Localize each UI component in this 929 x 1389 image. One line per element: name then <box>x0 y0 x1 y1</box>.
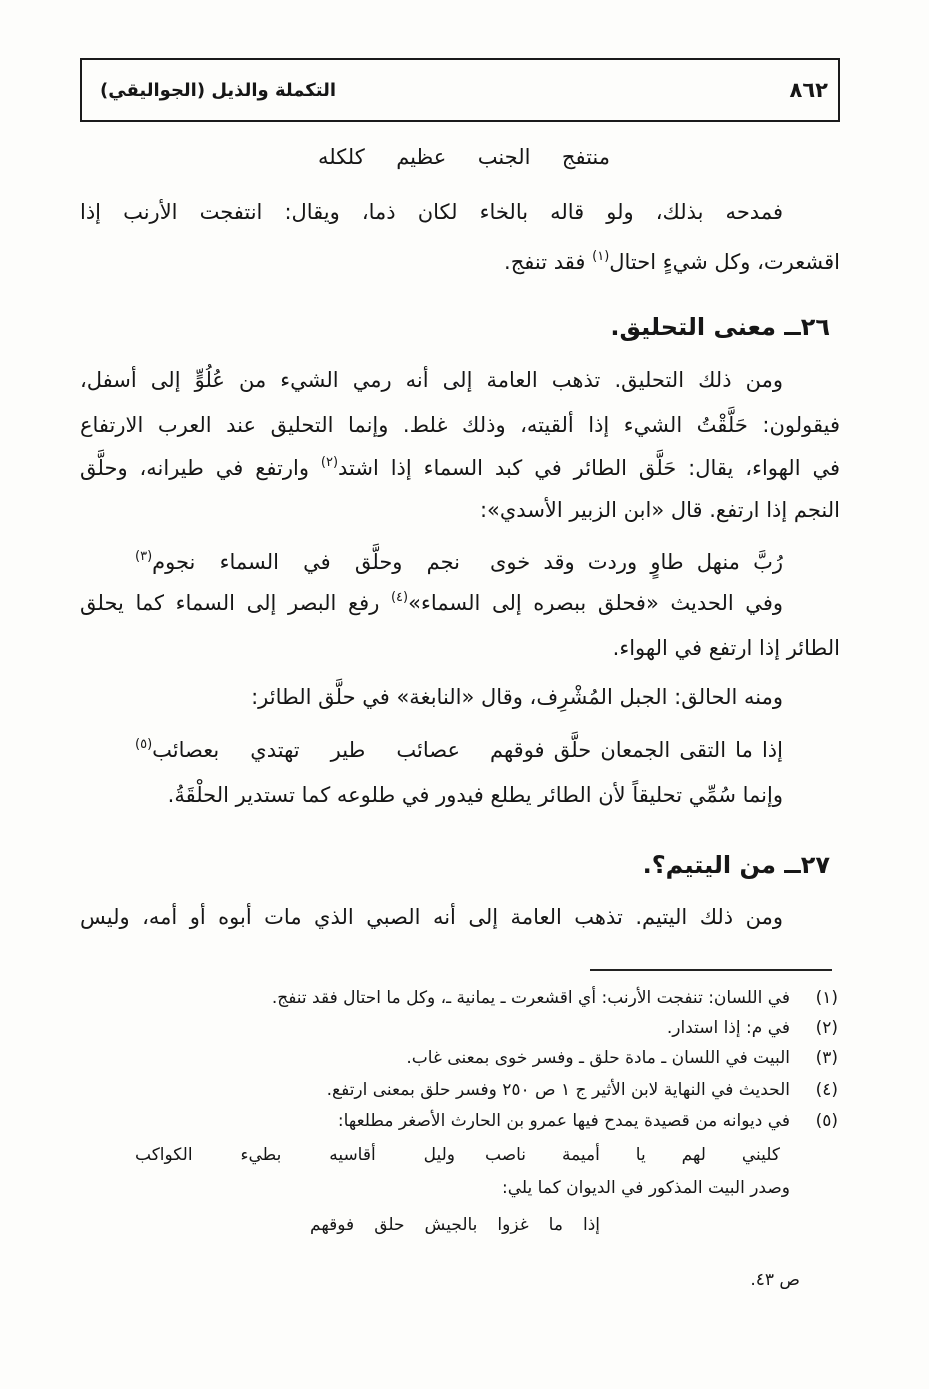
running-header <box>80 58 840 122</box>
quoted-hemistich: منتفج الجنب عظيم كلكله <box>318 145 610 169</box>
footnote-page-reference <box>80 1265 840 1295</box>
hemistich-first: كليني لهم يا أميمة ناصب <box>485 1145 780 1165</box>
footnote-text: البيت في اللسان ـ مادة حلق ـ وفسر خوى بمعنى غاب. <box>406 1048 790 1068</box>
body-text: اقشعرت، وكل شيءٍ احتال <box>609 250 840 274</box>
body-line: النجم إذا ارتفع. قال «ابن الزبير الأسدي»: <box>479 498 840 522</box>
hemistich-text: نجم وحلَّق في السماء نجوم <box>152 550 460 574</box>
body-text: وارتفع في طيرانه، وحلَّق <box>80 456 321 480</box>
footnote-number: (٤) <box>815 1080 838 1100</box>
poem-verse <box>80 730 840 770</box>
body-text: في الهواء، يقال: حَلَّق الطائر في كبد السماء إذا اشتد <box>338 456 840 480</box>
hemistich-first: رُبَّ منهل طاوٍ وردت وقد خوى <box>490 550 783 574</box>
body-line: ومن ذلك اليتيم. تذهب العامة إلى أنه الصبي الذي مات أبوه أو أمه، وليس <box>80 905 783 929</box>
hemistich-first: إذا ما التقى الجمعان حلَّق فوقهم <box>490 738 783 762</box>
page-number: ٨٦٢ <box>789 78 828 102</box>
footnote-text: الحديث في النهاية لابن الأثير ج ١ ص ٢٥٠ وفسر حلق بمعنى ارتفع. <box>326 1080 790 1100</box>
footnote-text: في اللسان: تنفجت الأرنب: أي اقشعرت ـ يمانية ـ، وكل ما احتال فقد تنفج. <box>271 988 790 1008</box>
footnote <box>80 1106 840 1136</box>
hemistich-second <box>135 730 460 770</box>
body-text: رفع البصر إلى السماء كما يحلق <box>80 591 391 615</box>
footnote-continuation <box>80 1173 840 1203</box>
footnote-number: (٣) <box>815 1048 838 1068</box>
footnote-verse <box>80 1140 840 1170</box>
body-line <box>80 583 840 623</box>
footnote-number: (٢) <box>815 1018 838 1038</box>
footnote <box>80 1013 840 1043</box>
section-heading: ٢٧ــ من اليتيم؟. <box>642 851 830 879</box>
body-text: وفي الحديث «فحلق ببصره إلى السماء» <box>408 591 783 615</box>
hemistich-second: وليل أقاسيه بطيء الكواكب <box>135 1145 455 1165</box>
footnote-separator <box>590 969 832 971</box>
running-title: التكملة والذيل (الجواليقي) <box>100 79 337 101</box>
footnote <box>80 983 840 1013</box>
page-reference: ص ٤٣. <box>750 1270 800 1290</box>
poem-verse <box>80 542 840 582</box>
footnote-text: في ديوانه من قصيدة يمدح فيها عمرو بن الحارث الأصغر مطلعها: <box>337 1111 790 1131</box>
hemistich-second <box>135 542 460 582</box>
footnote-marker: (٣) <box>135 549 153 564</box>
section-heading: ٢٦ــ معنى التحليق. <box>610 313 830 341</box>
footnote-marker: (٤) <box>390 590 409 605</box>
footnote <box>80 1075 840 1105</box>
body-line <box>80 448 840 488</box>
body-line <box>80 242 840 282</box>
body-line: الطائر إذا ارتفع في الهواء. <box>612 636 840 660</box>
footnote-marker: (٢) <box>320 455 339 470</box>
body-line: وإنما سُمِّي تحليقاً لأن الطائر يطلع فيدور في طلوعه كما تستدير الحلْقَةُ. <box>167 783 783 807</box>
footnote <box>80 1043 840 1073</box>
footnote-marker: (١) <box>592 249 610 264</box>
body-line: فمدحه بذلك، ولو قاله بالخاء لكان ذما، ويقال: انتفجت الأرنب إذا <box>80 200 783 224</box>
footnote-number: (١) <box>815 988 838 1008</box>
body-line: فيقولون: حَلَّقْتُ الشيء إذا ألقيته، وذلك غلط. وإنما التحليق عند العرب الارتفاع <box>80 413 840 437</box>
body-line: ومنه الحالق: الجبل المُشْرِف، وقال «النابغة» في حلَّق الطائر: <box>251 685 783 709</box>
footnote-hemistich <box>80 1210 840 1240</box>
footnote-text: وصدر البيت المذكور في الديوان كما يلي: <box>502 1178 790 1198</box>
footnote-text: في م: إذا استدار. <box>666 1018 790 1038</box>
hemistich-text: عصائب طير تهتدي بعصائب <box>152 738 460 762</box>
body-text: فقد تنفج. <box>504 250 593 274</box>
body-line: ومن ذلك التحليق. تذهب العامة إلى أنه رمي الشيء من عُلُوٍّ إلى أسفل، <box>80 368 783 392</box>
hemistich-text: إذا ما غزوا بالجيش حلق فوقهم <box>310 1215 600 1235</box>
footnote-marker: (٥) <box>135 737 153 752</box>
footnote-number: (٥) <box>815 1111 838 1131</box>
